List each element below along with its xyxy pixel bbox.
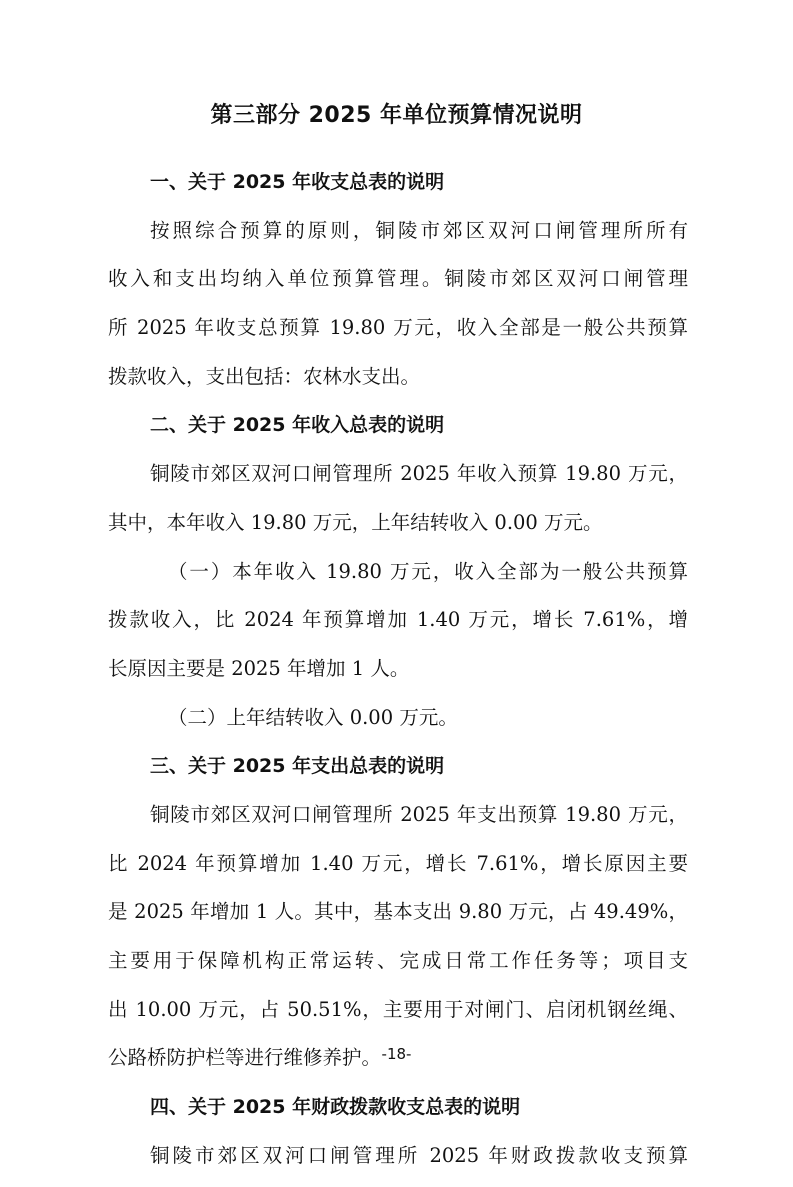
paragraph-line: 拨款收入，比 2024 年预算增加 1.40 万元，增长 7.61%，增 — [108, 608, 688, 632]
page-number: -18- — [381, 1045, 412, 1063]
paragraph-line: 所 2025 年收支总预算 19.80 万元，收入全部是一般公共预算 — [108, 316, 688, 340]
paragraph-line: 其中，本年收入 19.80 万元，上年结转收入 0.00 万元。 — [108, 510, 603, 534]
page-title: 第三部分 2025 年单位预算情况说明 — [210, 103, 583, 128]
paragraph-line: 公路桥防护栏等进行维修养护。 — [108, 1046, 382, 1070]
paragraph-line: 收入和支出均纳入单位预算管理。铜陵市郊区双河口闸管理 — [108, 267, 688, 291]
subsection-line: （二）上年结转收入 0.00 万元。 — [168, 705, 458, 729]
paragraph-line: 拨款收入，支出包括：农林水支出。 — [108, 364, 421, 388]
paragraph-line: 是 2025 年增加 1 人。其中，基本支出 9.80 万元，占 49.49%， — [108, 900, 688, 924]
paragraph-line: 出 10.00 万元，占 50.51%，主要用于对闸门、启闭机钢丝绳、 — [108, 997, 688, 1021]
paragraph-line: 长原因主要是 2025 年增加 1 人。 — [108, 656, 410, 680]
document-body — [108, 165, 688, 1187]
section-heading-3: 三、关于 2025 年支出总表的说明 — [150, 755, 445, 778]
paragraph-line: 铜陵市郊区双河口闸管理所 2025 年财政拨款收支预算 — [150, 1143, 688, 1167]
paragraph-line: 按照综合预算的原则，铜陵市郊区双河口闸管理所所有 — [150, 218, 688, 242]
subsection-line: （一）本年收入 19.80 万元，收入全部为一般公共预算 — [168, 559, 688, 583]
paragraph-line: 主要用于保障机构正常运转、完成日常工作任务等；项目支 — [108, 949, 688, 972]
paragraph-line: 铜陵市郊区双河口闸管理所 2025 年收入预算 19.80 万元， — [150, 462, 688, 486]
paragraph-line: 铜陵市郊区双河口闸管理所 2025 年支出预算 19.80 万元， — [150, 802, 688, 826]
section-heading-2: 二、关于 2025 年收入总表的说明 — [150, 414, 445, 437]
section-heading-4: 四、关于 2025 年财政拨款收支总表的说明 — [150, 1096, 521, 1119]
section-heading-1: 一、关于 2025 年收支总表的说明 — [150, 171, 445, 193]
paragraph-line: 比 2024 年预算增加 1.40 万元，增长 7.61%，增长原因主要 — [108, 851, 688, 875]
